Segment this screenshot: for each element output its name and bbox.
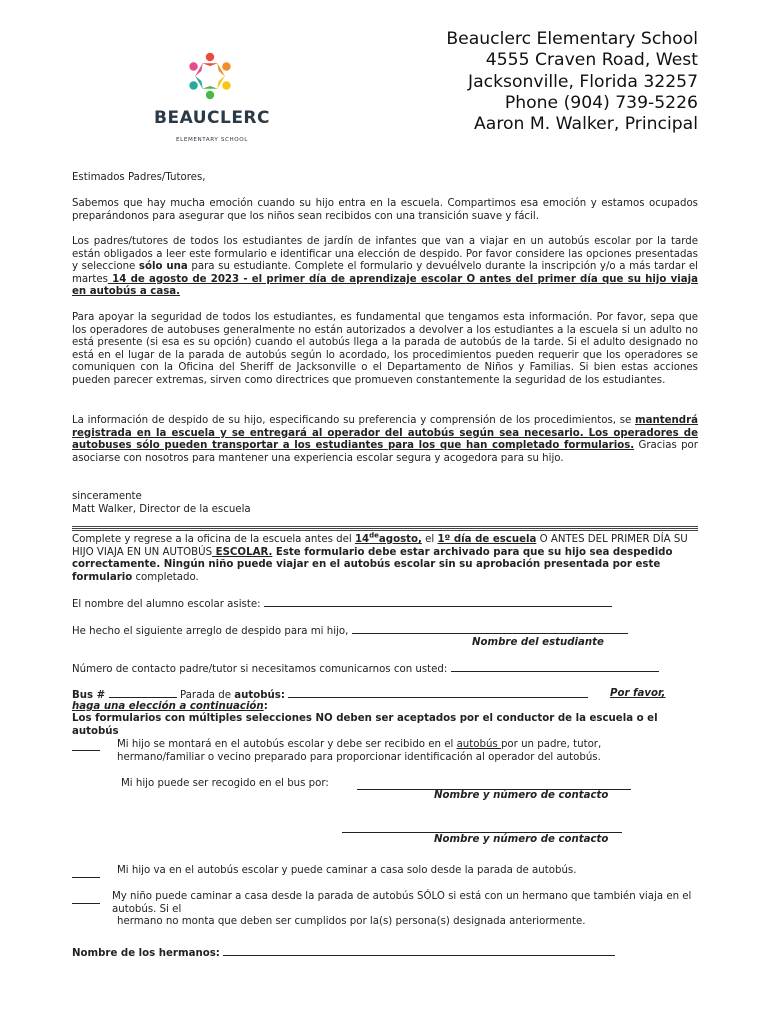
paragraph-1: Sabemos que hay mucha emoción cuando su hijo entra en la escuela. Compartimos esa emoción y estamos ocupados preparándonos para asegurar que los niños sean recibidos con una transición suave y fácil. bbox=[72, 198, 698, 222]
form-intro-requirement: Este formulario debe estar archivado para que su hijo sea despedido correctamente. Ningún niño puede viajar en el autobús escolar sin su aprobación presentada por este formulario bbox=[72, 546, 673, 583]
school-logo bbox=[140, 42, 280, 147]
paragraph-2-text: Los padres/tutores de todos los estudiantes de jardín de infantes que van a viajar en un autobús escolar por la tarde están obligados a leer este formulario e identificar una elección de despido. Por favor considere las opciones presentadas y seleccione bbox=[72, 236, 698, 273]
option-1-text-a: Mi hijo se montará en el autobús escolar y debe ser recibido en el bbox=[117, 739, 457, 750]
option-3-checkbox[interactable] bbox=[72, 903, 100, 904]
logo-subtitle: ELEMENTARY SCHOOL bbox=[175, 137, 249, 143]
paragraph-4-emphasis: mantendrá registrada en la escuela y se entregará al operador del autobús según sea necesario. Los operadores de autobuses sólo pueden transportar a los estudiantes para los que han completado formularios. bbox=[72, 415, 698, 452]
form-intro-el: el bbox=[421, 534, 438, 545]
logo-figure-head bbox=[206, 91, 214, 99]
principal-name: Aaron M. Walker, Principal bbox=[474, 114, 698, 135]
contact-number-field[interactable] bbox=[451, 662, 659, 672]
logo-figure-head bbox=[206, 53, 214, 61]
contact-caption-2: Nombre y número de contacto bbox=[434, 834, 609, 845]
paragraph-2-emphasis: sólo una bbox=[138, 261, 188, 273]
form-intro-escolar: ESCOLAR. bbox=[212, 546, 273, 558]
siblings-name-field[interactable] bbox=[223, 946, 615, 956]
school-address-line1: 4555 Craven Road, West bbox=[485, 50, 698, 71]
stop-label: Parada de bbox=[176, 690, 235, 701]
form-intro-dia: día de escuela bbox=[450, 534, 537, 545]
choose-colon: : bbox=[263, 701, 268, 712]
pickup-label: Mi hijo puede ser recogido en el bus por: bbox=[121, 778, 329, 789]
school-phone: Phone (904) 739-5226 bbox=[504, 92, 698, 113]
option-1-text-b: por un padre, tutor, hermano/familiar o vecino preparado para proporcionar identificación al operador del autobús. bbox=[117, 739, 602, 763]
logo-figure-body bbox=[202, 63, 218, 66]
logo-figure-head bbox=[189, 81, 197, 89]
logo-wordmark: BEAUCLERC bbox=[154, 108, 270, 128]
form-intro-month: agosto, bbox=[378, 534, 422, 545]
logo-figure-head bbox=[222, 62, 230, 70]
siblings-row bbox=[72, 946, 698, 961]
paragraph-2-deadline: 14 de agosto de 2023 - el primer día de aprendizaje escolar O antes del primer día que su hijo viaja en autobús a casa. bbox=[72, 273, 698, 298]
student-name-label: El nombre del alumno escolar asiste: bbox=[72, 599, 264, 610]
paragraph-4-text: La información de despido de su hijo, especificando su preferencia y comprensión de los procedimientos, se bbox=[72, 415, 636, 426]
arrangement-row bbox=[72, 624, 698, 639]
contact-row bbox=[72, 662, 698, 677]
logo-figures-icon bbox=[180, 44, 240, 108]
form-intro-first: 1º bbox=[437, 534, 451, 545]
siblings-label: Nombre de los hermanos: bbox=[72, 948, 224, 959]
bus-label: Bus # bbox=[72, 690, 109, 701]
form-intro-sup: de bbox=[369, 531, 379, 540]
form-intro-day: 14 bbox=[354, 534, 370, 545]
option-1-text bbox=[117, 739, 637, 764]
school-name: Beauclerc Elementary School bbox=[446, 29, 698, 49]
pickup-contact-2-field[interactable] bbox=[342, 832, 622, 833]
form-intro-text-3: completado. bbox=[132, 571, 199, 583]
choose-row bbox=[72, 701, 698, 714]
greeting: Estimados Padres/Tutores, bbox=[72, 172, 206, 183]
choose-text: haga una elección a continuación bbox=[72, 701, 264, 712]
please-text: Por favor, bbox=[610, 688, 666, 699]
contact-caption-1: Nombre y número de contacto bbox=[434, 790, 609, 801]
form-intro-text: Complete y regrese a la oficina de la escuela antes del bbox=[72, 534, 355, 545]
student-name-caption: Nombre del estudiante bbox=[472, 637, 604, 648]
section-divider bbox=[72, 526, 698, 531]
paragraph-4-text-2: Gracias por asociarse con nosotros para mantener una experiencia escolar segura y acogedora para su hijo. bbox=[72, 440, 698, 464]
logo-figure-head bbox=[222, 81, 230, 89]
option-2-text: Mi hijo va en el autobús escolar y puede caminar a casa solo desde la parada de autobús. bbox=[117, 865, 577, 876]
bus-number-field[interactable] bbox=[109, 688, 177, 698]
paragraph-3: Para apoyar la seguridad de todos los estudiantes, es fundamental que tengamos esta información. Por favor, sepa que los operadores de autobuses generalmente no están autorizados a devolver a los estudiantes a la escuela si un adulto no está presente (si esa es su opción) cuando el autobús llega a la parada de autobús de la tarde. Si el adulto designado no está en el lugar de la parada de autobús según lo acordado, los procedimientos pueden requerir que los operadores se comuniquen con la Oficina del Sheriff de Jacksonville o el Departamento de Niños y Familias. Si bien estas acciones pueden parecer extremas, sirven como directrices que promueven constantemente la seguridad de los estudiantes. bbox=[72, 312, 698, 386]
student-name-field[interactable] bbox=[264, 597, 612, 607]
closing: sinceramente bbox=[72, 491, 142, 502]
option-3-text-a: My niño puede caminar a casa desde la parada de autobús SÓLO si está con un hermano que también viaja en el autobús. Si el bbox=[112, 891, 692, 915]
logo-figure-head bbox=[189, 62, 197, 70]
option-3-text-b: hermano no monta que deben ser cumplidos por la(s) persona(s) designada anteriormente. bbox=[117, 916, 586, 927]
paragraph-2 bbox=[72, 236, 698, 299]
contact-label: Número de contacto padre/tutor si necesitamos comunicarnos con usted: bbox=[72, 664, 451, 675]
school-address-line2: Jacksonville, Florida 32257 bbox=[468, 71, 698, 92]
logo-figure-body bbox=[202, 86, 218, 89]
paragraph-4 bbox=[72, 415, 698, 465]
form-intro-date bbox=[354, 531, 422, 545]
student-name-row bbox=[72, 597, 698, 612]
school-header bbox=[446, 29, 698, 135]
stop-label-bold: autobús: bbox=[234, 690, 289, 701]
multiple-selection-warning: Los formularios con múltiples selecciones NO deben ser aceptados por el conductor de la escuela o el autobús bbox=[72, 713, 658, 737]
arrangement-student-field[interactable] bbox=[352, 624, 628, 634]
signer: Matt Walker, Director de la escuela bbox=[72, 504, 251, 515]
bus-stop-field[interactable] bbox=[288, 688, 588, 698]
form-intro bbox=[72, 531, 698, 584]
option-1-bus-word: autobús bbox=[456, 739, 501, 750]
option-2-checkbox[interactable] bbox=[72, 877, 100, 878]
form-intro-text-2: O ANTES DEL PRIMER DÍA SU HIJO VIAJA EN UN AUTOBÚS bbox=[72, 534, 688, 558]
option-1-checkbox[interactable] bbox=[72, 750, 100, 751]
paragraph-2-text-2: para su estudiante. Complete el formulario y devuélvelo durante la inscripción y/o a más tardar el martes bbox=[72, 261, 699, 285]
arrangement-label: He hecho el siguiente arreglo de despido para mi hijo, bbox=[72, 626, 352, 637]
